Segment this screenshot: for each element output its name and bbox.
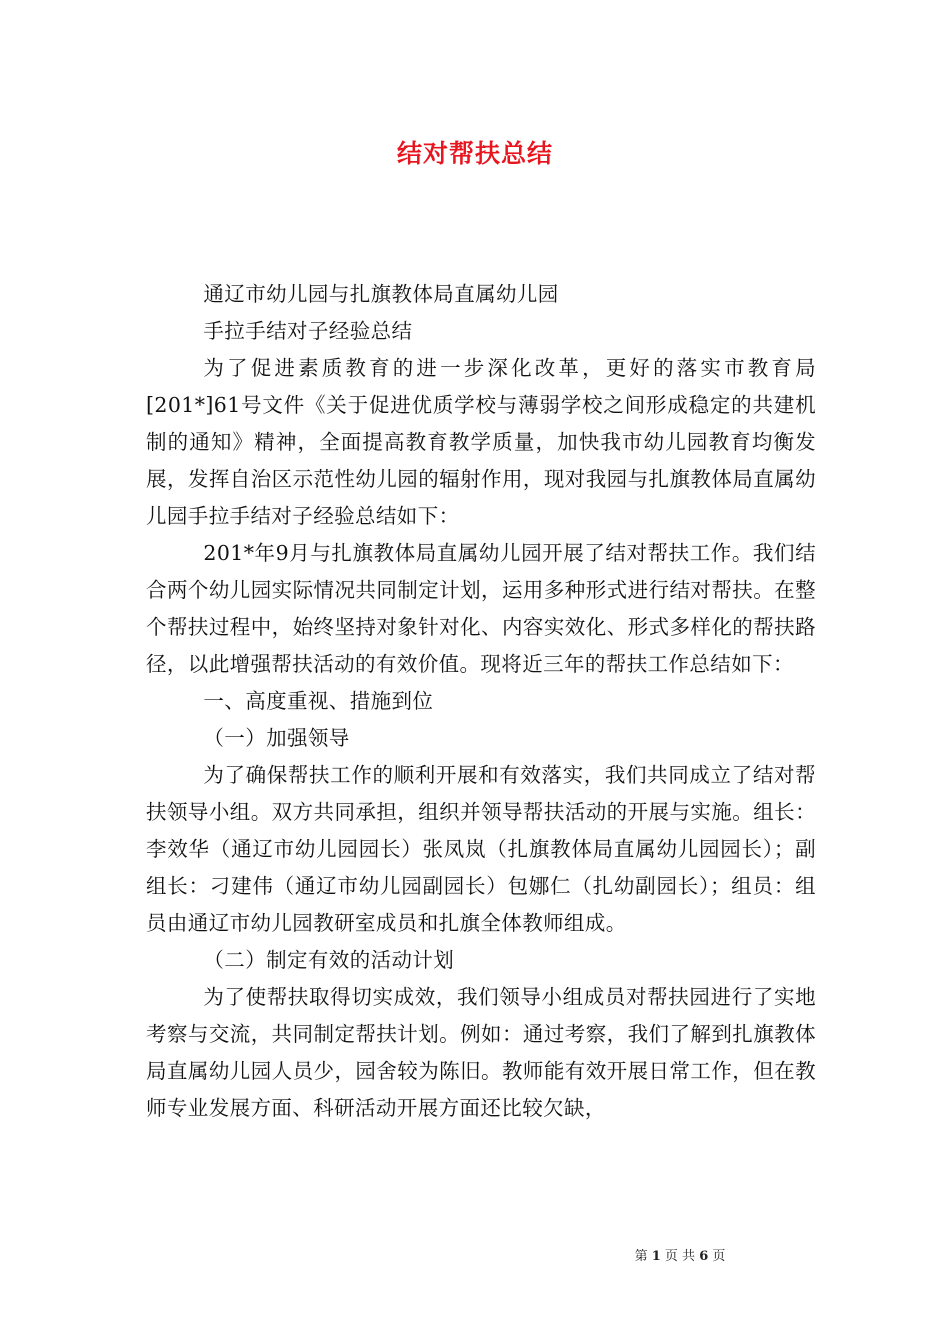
page-footer: [0, 1245, 950, 1264]
footer-total-pages: 6: [699, 1249, 709, 1264]
footer-page-number: 1: [651, 1249, 661, 1264]
section-heading-1: 一、高度重视、措施到位: [203, 689, 434, 713]
paragraph-leadership: 为了确保帮扶工作的顺利开展和有效落实，我们共同成立了结对帮扶领导小组。双方共同承担，组织并领导帮扶活动的开展与实施。组长：李效华（通辽市幼儿园园长）张凤岚（扎旗教体局直属幼儿园园长）；副组长：刁建伟（通辽市幼儿园副园长）包娜仁（扎幼副园长）；组员：组员由通辽市幼儿园教研室成员和扎旗全体教师组成。: [146, 763, 816, 935]
footer-middle: 页 共: [664, 1249, 696, 1264]
document-body: [146, 276, 816, 1127]
footer-prefix: 第: [634, 1249, 648, 1264]
paragraph-intro: 为了促进素质教育的进一步深化改革，更好的落实市教育局[201*]61号文件《关于促进优质学校与薄弱学校之间形成稳定的共建机制的通知》精神，全面提高教育教学质量，加快我市幼儿园教育均衡发展，发挥自治区示范性幼儿园的辐射作用，现对我园与扎旗教体局直属幼儿园手拉手结对子经验总结如下：: [146, 356, 816, 528]
subtitle-line-1: 通辽市幼儿园与扎旗教体局直属幼儿园: [203, 282, 559, 306]
paragraph-plan: 为了使帮扶取得切实成效，我们领导小组成员对帮扶园进行了实地考察与交流，共同制定帮扶计划。例如：通过考察，我们了解到扎旗教体局直属幼儿园人员少，园舍较为陈旧。教师能有效开展日常工作，但在教师专业发展方面、科研活动开展方面还比较欠缺，: [146, 985, 816, 1120]
subtitle-line-2: 手拉手结对子经验总结: [203, 319, 413, 343]
document-title: 结对帮扶总结: [396, 139, 553, 168]
subsection-heading-1: （一）加强领导: [203, 726, 350, 750]
subsection-heading-2: （二）制定有效的活动计划: [203, 948, 455, 972]
footer-suffix: 页: [712, 1249, 726, 1264]
paragraph-overview: 201*年9月与扎旗教体局直属幼儿园开展了结对帮扶工作。我们结合两个幼儿园实际情况共同制定计划，运用多种形式进行结对帮扶。在整个帮扶过程中，始终坚持对象针对化、内容实效化、形式多样化的帮扶路径，以此增强帮扶活动的有效价值。现将近三年的帮扶工作总结如下：: [146, 541, 816, 676]
